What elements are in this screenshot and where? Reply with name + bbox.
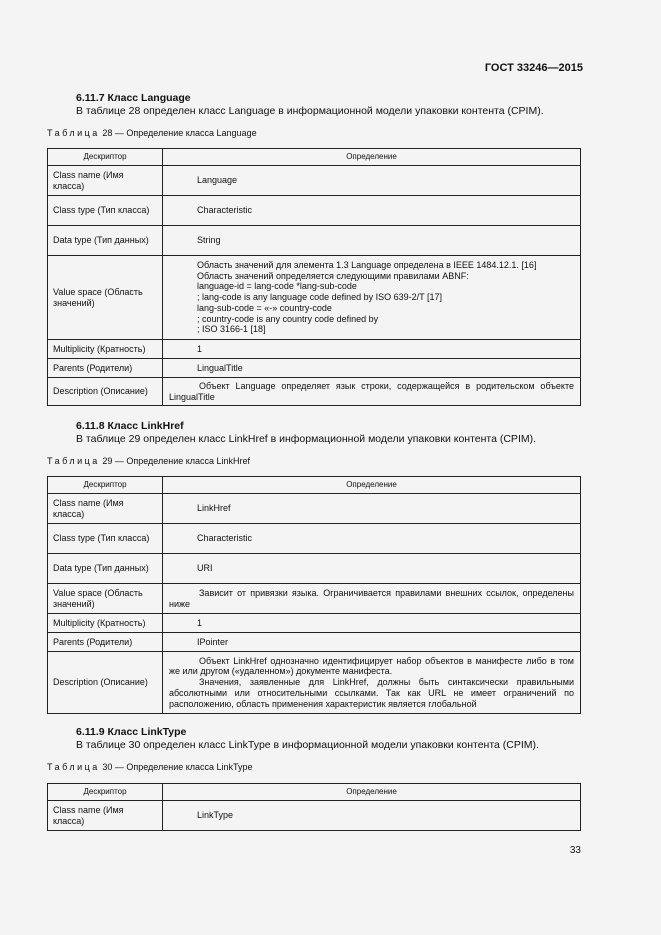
header-definition: Определение — [163, 149, 581, 166]
row-value: IPointer — [163, 633, 581, 652]
section-text: В таблице 29 определен класс LinkHref в информационной модели упаковки контента (CPIM). — [76, 433, 537, 445]
row-label: Multiplicity (Кратность) — [48, 340, 163, 359]
header-definition: Определение — [163, 477, 581, 494]
row-value: URI — [163, 554, 581, 584]
row-label: Class type (Тип класса) — [48, 524, 163, 554]
table-header-row — [48, 784, 581, 801]
section-title: 6.11.9 Класс LinkType — [76, 726, 187, 738]
table-header-row — [48, 149, 581, 166]
row-value: LinkType — [163, 801, 581, 831]
row-value: String — [163, 226, 581, 256]
row-label: Class type (Тип класса) — [48, 196, 163, 226]
caption-prefix: Таблица — [47, 128, 100, 138]
value-line: Область значений определяется следующими правилами ABNF: — [197, 270, 469, 281]
description-paragraph: Значения, заявленные для LinkHref, должны быть синтаксически правильными абсолютными или относительными ссылками. Так как URL не имеет ограничений по расположению, область применения характеристик является глобальной — [169, 677, 574, 709]
header-definition: Определение — [163, 784, 581, 801]
header-descriptor: Дескриптор — [48, 149, 163, 166]
table-row — [48, 226, 581, 256]
section-linkhref — [76, 420, 536, 446]
table-caption — [47, 456, 250, 466]
row-label: Parents (Родители) — [48, 359, 163, 378]
section-linktype — [76, 726, 539, 752]
row-value: 1 — [163, 340, 581, 359]
row-value: LinkHref — [163, 494, 581, 524]
document-id-header: ГОСТ 33246—2015 — [484, 62, 583, 74]
section-text: В таблице 30 определен класс LinkType в информационной модели упаковки контента (CPIM). — [76, 739, 539, 751]
section-title: 6.11.8 Класс LinkHref — [76, 420, 184, 432]
row-value: Language — [163, 166, 581, 196]
row-label: Class name (Имя класса) — [48, 801, 163, 831]
table-linkhref — [47, 476, 581, 714]
section-language — [76, 92, 544, 118]
page-number: 33 — [569, 845, 581, 856]
table-row — [48, 524, 581, 554]
caption-text: 28 — Определение класса Language — [102, 128, 257, 138]
table-row — [48, 359, 581, 378]
row-value: Characteristic — [163, 524, 581, 554]
table-row — [48, 614, 581, 633]
value-line: ; country-code is any country code defined by — [197, 313, 379, 324]
value-line: Область значений для элемента 1.3 Language определена в IEEE 1484.12.1. [16] — [197, 259, 537, 270]
table-row — [48, 378, 581, 406]
section-text: В таблице 28 определен класс Language в информационной модели упаковки контента (CPIM). — [76, 105, 544, 117]
row-value: Зависит от привязки языка. Ограничивается правилами внешних ссылок, определены ниже — [163, 584, 581, 614]
row-label: Data type (Тип данных) — [48, 226, 163, 256]
table-row — [48, 801, 581, 831]
row-value: LingualTitle — [163, 359, 581, 378]
table-row — [48, 652, 581, 714]
row-value: 1 — [163, 614, 581, 633]
table-language — [47, 148, 581, 406]
row-label: Description (Описание) — [48, 378, 163, 406]
table-row — [48, 554, 581, 584]
row-label: Value space (Область значений) — [48, 584, 163, 614]
caption-text: 29 — Определение класса LinkHref — [102, 456, 251, 466]
table-row — [48, 256, 581, 340]
caption-prefix: Таблица — [47, 762, 100, 772]
row-label: Value space (Область значений) — [48, 256, 163, 340]
row-label: Data type (Тип данных) — [48, 554, 163, 584]
row-label: Class name (Имя класса) — [48, 166, 163, 196]
table-row — [48, 196, 581, 226]
table-row — [48, 340, 581, 359]
table-row — [48, 633, 581, 652]
row-value: Characteristic — [163, 196, 581, 226]
row-label: Multiplicity (Кратность) — [48, 614, 163, 633]
table-row — [48, 494, 581, 524]
section-title: 6.11.7 Класс Language — [76, 92, 191, 104]
row-value — [163, 652, 581, 714]
table-row — [48, 166, 581, 196]
row-value — [163, 256, 581, 340]
value-line: lang-sub-code = «-» country-code — [197, 302, 332, 313]
row-value: Объект Language определяет язык строки, содержащейся в родительском объекте LingualTitle — [163, 378, 581, 406]
table-linktype — [47, 783, 581, 831]
caption-prefix: Таблица — [47, 456, 100, 466]
row-label: Class name (Имя класса) — [48, 494, 163, 524]
table-header-row — [48, 477, 581, 494]
value-line: ; ISO 3166-1 [18] — [197, 324, 266, 335]
header-descriptor: Дескриптор — [48, 477, 163, 494]
table-caption — [47, 762, 253, 772]
table-caption — [47, 128, 257, 138]
row-label: Parents (Родители) — [48, 633, 163, 652]
row-label: Description (Описание) — [48, 652, 163, 714]
value-line: language-id = lang-code *lang-sub-code — [197, 281, 357, 292]
table-row — [48, 584, 581, 614]
caption-text: 30 — Определение класса LinkType — [102, 762, 253, 772]
description-paragraph: Объект LinkHref однозначно идентифицирует набор объектов в манифесте либо в том же или другом («удаленном») документе манифеста. — [169, 655, 574, 677]
value-line: ; lang-code is any language code defined by ISO 639-2/T [17] — [197, 292, 442, 303]
header-descriptor: Дескриптор — [48, 784, 163, 801]
